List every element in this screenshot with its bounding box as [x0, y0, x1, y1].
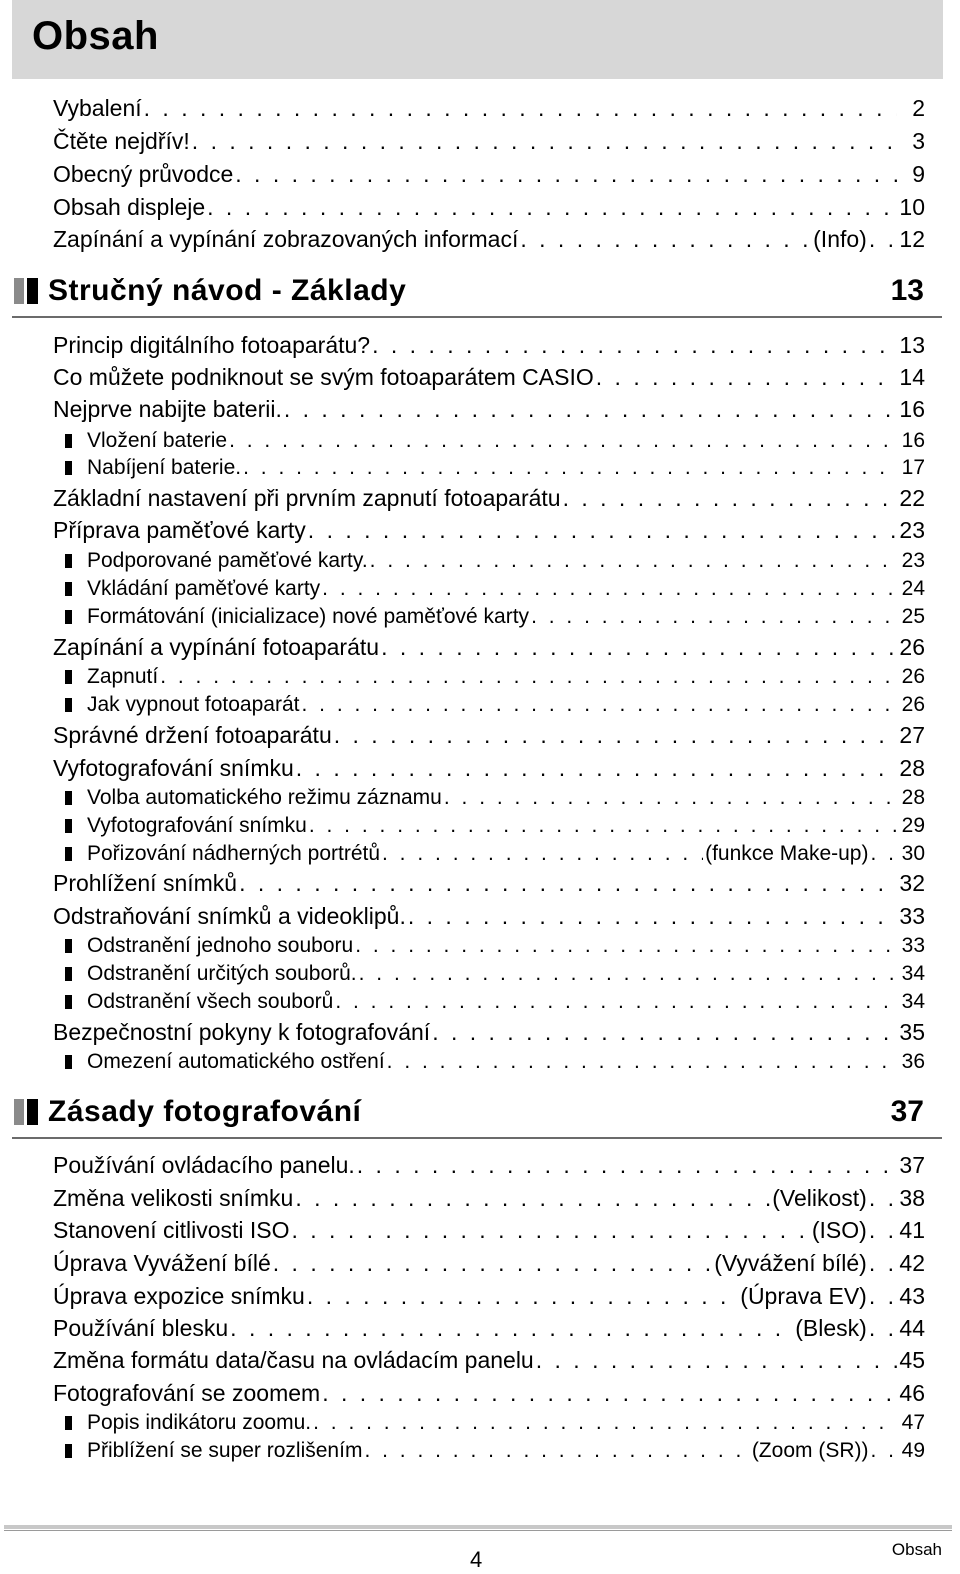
- toc-leader: [301, 693, 897, 717]
- toc-leader: . .: [868, 1250, 897, 1276]
- bullet-icon: [65, 670, 72, 684]
- bullet-icon: [65, 1416, 72, 1430]
- toc-leader: [284, 396, 897, 423]
- toc-leader: [381, 634, 897, 661]
- toc-entry-key: (funkce Make-up): [705, 842, 869, 865]
- toc-entry-label: Správné držení fotoaparátu: [53, 722, 332, 748]
- toc-entry-label: Odstraňování snímků a videoklipů.: [53, 903, 406, 929]
- toc-leader: . .: [868, 1185, 897, 1211]
- bullet-icon: [65, 554, 72, 568]
- toc-entry[interactable]: [53, 1217, 925, 1247]
- toc-entry[interactable]: [53, 1315, 925, 1345]
- toc-leader: [239, 870, 897, 897]
- toc-leader: [235, 161, 897, 188]
- toc-entry-page: 12: [899, 226, 925, 252]
- toc-leader: [432, 1019, 897, 1046]
- toc-entry-label: Přiblížení se super rozlišením: [87, 1439, 363, 1462]
- toc-leader: [296, 755, 897, 782]
- toc-entry-label: Princip digitálního fotoaparátu?: [53, 332, 371, 358]
- toc-leader: [322, 577, 897, 601]
- bullet-icon: [65, 698, 72, 712]
- toc-entry-label: Vyfotografování snímku: [87, 814, 307, 837]
- toc-entry-page: 34: [901, 962, 925, 985]
- toc-entry-key: (Úprava EV): [740, 1283, 867, 1309]
- toc-subentry[interactable]: [65, 934, 925, 964]
- toc-entry-page: 26: [901, 665, 925, 688]
- toc-entry[interactable]: [53, 903, 925, 933]
- toc-subentry[interactable]: [65, 577, 925, 607]
- toc-entry-page: 35: [899, 1019, 925, 1045]
- toc-entry-page: 29: [901, 814, 925, 837]
- toc-subentry[interactable]: [65, 456, 925, 486]
- toc-entry-label: Podporované paměťové karty.: [87, 549, 368, 572]
- toc-subentry[interactable]: [65, 1439, 925, 1469]
- toc-subentry[interactable]: [65, 1050, 925, 1080]
- bullet-icon: [65, 461, 72, 475]
- section-heading[interactable]: [12, 1093, 942, 1139]
- footer-divider: [4, 1530, 952, 1531]
- toc-entry-page: 24: [901, 577, 925, 600]
- toc-entry-label: Formátování (inicializace) nové paměťové karty: [87, 605, 530, 628]
- toc-entry-page: 38: [899, 1185, 925, 1211]
- toc-entry[interactable]: [53, 755, 925, 785]
- toc-entry-label: Čtěte nejdřív!: [53, 128, 190, 154]
- toc-entry-page: 16: [901, 429, 925, 452]
- toc-entry-page: 23: [899, 517, 925, 543]
- toc-entry-page: 34: [901, 990, 925, 1013]
- toc-entry-label: Vkládání paměťové karty: [87, 577, 321, 600]
- toc-entry[interactable]: [53, 128, 925, 158]
- toc-entry-page: 27: [899, 722, 925, 748]
- toc-entry-key: (Info): [813, 226, 867, 252]
- toc-entry-page: 26: [899, 634, 925, 660]
- toc-entry[interactable]: [53, 1152, 925, 1182]
- toc-subentry[interactable]: [65, 665, 925, 695]
- toc-subentry[interactable]: [65, 990, 925, 1020]
- toc-subentry[interactable]: [65, 429, 925, 459]
- toc-entry-label: Pořizování nádherných portrétů: [87, 842, 381, 865]
- toc-entry-label: Obsah displeje: [53, 194, 206, 220]
- toc-entry[interactable]: [53, 870, 925, 900]
- toc-entry[interactable]: [53, 1185, 925, 1215]
- toc-leader: [307, 1283, 738, 1310]
- toc-entry-label: Zapnutí: [87, 665, 159, 688]
- toc-entry-key: (Vyvážení bílé): [714, 1250, 867, 1276]
- toc-entry-page: 33: [901, 934, 925, 957]
- toc-entry[interactable]: [53, 1250, 925, 1280]
- bullet-icon: [65, 967, 72, 981]
- bullet-icon: [65, 1055, 72, 1069]
- toc-entry-page: 17: [901, 456, 925, 479]
- toc-entry-page: 42: [899, 1250, 925, 1276]
- toc-entry[interactable]: [53, 722, 925, 752]
- toc-subentry[interactable]: [65, 814, 925, 844]
- toc-entry-page: 3: [912, 128, 925, 154]
- toc-entry-page: 45: [899, 1347, 925, 1373]
- toc-leader: [335, 990, 897, 1014]
- bullet-icon: [65, 434, 72, 448]
- toc-entry[interactable]: [53, 161, 925, 191]
- toc-subentry[interactable]: [65, 1411, 925, 1441]
- page-header: [12, 0, 943, 79]
- toc-leader: . .: [868, 226, 897, 252]
- toc-entry[interactable]: [53, 332, 925, 362]
- toc-entry-label: Změna formátu data/času na ovládacím panelu: [53, 1347, 534, 1373]
- toc-leader: . .: [870, 1439, 897, 1462]
- toc-subentry[interactable]: [65, 842, 925, 872]
- toc-entry-label: Co můžete podniknout se svým fotoaparátem CASIO: [53, 364, 594, 390]
- toc-entry-page: 23: [901, 549, 925, 572]
- toc-entry-page: 16: [899, 396, 925, 422]
- footer-page-number: 4: [470, 1547, 483, 1572]
- toc-entry-page: 46: [899, 1380, 925, 1406]
- toc-entry[interactable]: [53, 95, 925, 125]
- toc-entry-key: (Velikost): [772, 1185, 867, 1211]
- toc-leader: [536, 1347, 897, 1374]
- toc-leader: [192, 128, 897, 155]
- toc-entry-label: Volba automatického režimu záznamu: [87, 786, 442, 809]
- toc-entry[interactable]: [53, 194, 925, 224]
- toc-entry[interactable]: [53, 1283, 925, 1313]
- toc-entry-page: 47: [901, 1411, 925, 1434]
- toc-entry-label: Vložení baterie: [87, 429, 228, 452]
- toc-entry-label: Popis indikátoru zoomu.: [87, 1411, 312, 1434]
- section-marker-icon: [14, 1099, 38, 1125]
- toc-entry-label: Obecný průvodce: [53, 161, 234, 187]
- toc-entry[interactable]: [53, 485, 925, 515]
- toc-entry-label: Odstranění všech souborů: [87, 990, 334, 1013]
- toc-entry-page: 28: [901, 786, 925, 809]
- toc-leader: [364, 1439, 749, 1463]
- toc-leader: [322, 1380, 897, 1407]
- toc-leader: [408, 903, 897, 930]
- bullet-icon: [65, 847, 72, 861]
- section-title: Zásady fotografování: [48, 1095, 362, 1128]
- section-heading[interactable]: [12, 272, 942, 318]
- toc-subentry[interactable]: [65, 786, 925, 816]
- bullet-icon: [65, 610, 72, 624]
- toc-leader: [313, 1411, 897, 1435]
- section-title: Stručný návod - Základy: [48, 274, 407, 307]
- toc-entry-label: Fotografování se zoomem: [53, 1380, 321, 1406]
- toc-entry-label: Zapínání a vypínání zobrazovaných informací: [53, 226, 519, 252]
- toc-leader: [334, 722, 897, 749]
- page-title: Obsah: [32, 14, 159, 58]
- toc-entry-page: 33: [899, 903, 925, 929]
- toc-entry[interactable]: [53, 226, 925, 256]
- toc-subentry[interactable]: [65, 693, 925, 723]
- toc-leader: [308, 517, 897, 544]
- toc-leader: [160, 665, 897, 689]
- toc-entry-label: Používání blesku: [53, 1315, 229, 1341]
- bullet-icon: [65, 1444, 72, 1458]
- toc-entry-page: 10: [899, 194, 925, 220]
- toc-entry-page: 25: [901, 605, 925, 628]
- toc-leader: . .: [870, 842, 897, 865]
- toc-leader: [359, 962, 897, 986]
- toc-entry[interactable]: [53, 364, 925, 394]
- toc-entry-label: Omezení automatického ostření: [87, 1050, 385, 1073]
- toc-entry[interactable]: [53, 1380, 925, 1410]
- toc-leader: [596, 364, 897, 391]
- toc-subentry[interactable]: [65, 549, 925, 579]
- toc-subentry[interactable]: [65, 962, 925, 992]
- toc-entry-label: Odstranění určitých souborů.: [87, 962, 357, 985]
- bullet-icon: [65, 791, 72, 805]
- toc-entry[interactable]: [53, 517, 925, 547]
- toc-entry-page: 32: [899, 870, 925, 896]
- toc-entry-key: (Blesk): [795, 1315, 867, 1341]
- toc-entry-page: 26: [901, 693, 925, 716]
- toc-leader: [444, 786, 897, 810]
- toc-entry-page: 14: [899, 364, 925, 390]
- toc-leader: [372, 332, 897, 359]
- toc-leader: [309, 814, 897, 838]
- toc-entry-label: Základní nastavení při prvním zapnutí fotoaparátu: [53, 485, 561, 511]
- toc-leader: [243, 456, 897, 480]
- toc-leader: [295, 1185, 770, 1212]
- toc-entry-page: 30: [901, 842, 925, 865]
- toc-entry[interactable]: [53, 634, 925, 664]
- bullet-icon: [65, 995, 72, 1009]
- footer-divider: [4, 1525, 952, 1529]
- toc-leader: [207, 194, 897, 221]
- toc-leader: [273, 1250, 713, 1277]
- toc-entry[interactable]: [53, 1347, 925, 1377]
- section-page: 13: [890, 274, 924, 307]
- toc-entry-page: 2: [912, 95, 925, 121]
- toc-entry-label: Úprava Vyvážení bílé: [53, 1250, 271, 1276]
- toc-entry-page: 28: [899, 755, 925, 781]
- toc-leader: [229, 429, 897, 453]
- toc-entry-label: Nejprve nabijte baterii.: [53, 396, 282, 422]
- toc-leader: [230, 1315, 793, 1342]
- section-page: 37: [890, 1095, 924, 1128]
- bullet-icon: [65, 939, 72, 953]
- toc-leader: . .: [868, 1283, 897, 1309]
- toc-entry[interactable]: [53, 1019, 925, 1049]
- toc-entry-page: 9: [912, 161, 925, 187]
- toc-entry-page: 43: [899, 1283, 925, 1309]
- toc-leader: [531, 605, 897, 629]
- toc-entry-key: (ISO): [811, 1217, 867, 1243]
- toc-leader: [387, 1050, 897, 1074]
- toc-entry-label: Příprava paměťové karty: [53, 517, 306, 543]
- section-marker-icon: [14, 278, 38, 304]
- toc-leader: [563, 485, 897, 512]
- toc-entry-label: Vybalení: [53, 95, 142, 121]
- toc-entry-page: 41: [899, 1217, 925, 1243]
- toc-entry-label: Zapínání a vypínání fotoaparátu: [53, 634, 380, 660]
- toc-entry-page: 22: [899, 485, 925, 511]
- toc-entry-label: Používání ovládacího panelu.: [53, 1152, 355, 1178]
- toc-entry[interactable]: [53, 396, 925, 426]
- toc-entry-label: Odstranění jednoho souboru: [87, 934, 354, 957]
- toc-entry-page: 37: [899, 1152, 925, 1178]
- toc-leader: [292, 1217, 810, 1244]
- toc-entry-page: 13: [899, 332, 925, 358]
- toc-entry-label: Bezpečnostní pokyny k fotografování: [53, 1019, 431, 1045]
- toc-subentry[interactable]: [65, 605, 925, 635]
- bullet-icon: [65, 582, 72, 596]
- toc-entry-label: Úprava expozice snímku: [53, 1283, 305, 1309]
- footer-section-link[interactable]: Obsah: [891, 1540, 942, 1559]
- toc-entry-page: 44: [899, 1315, 925, 1341]
- toc-entry-label: Vyfotografování snímku: [53, 755, 294, 781]
- toc-leader: [355, 934, 897, 958]
- toc-entry-label: Jak vypnout fotoaparát: [87, 693, 300, 716]
- toc-leader: . .: [868, 1315, 897, 1341]
- toc-entry-label: Stanovení citlivosti ISO: [53, 1217, 290, 1243]
- toc-leader: [520, 226, 811, 253]
- toc-leader: . .: [868, 1217, 897, 1243]
- bullet-icon: [65, 819, 72, 833]
- toc-leader: [382, 842, 703, 866]
- toc-leader: [357, 1152, 897, 1179]
- toc-leader: [144, 95, 897, 122]
- toc-entry-label: Prohlížení snímků: [53, 870, 238, 896]
- toc-entry-key: (Zoom (SR)): [751, 1439, 869, 1462]
- toc-leader: [370, 549, 897, 573]
- toc-entry-page: 36: [901, 1050, 925, 1073]
- toc-entry-page: 49: [901, 1439, 925, 1462]
- toc-entry-label: Nabíjení baterie.: [87, 456, 242, 479]
- toc-entry-label: Změna velikosti snímku: [53, 1185, 294, 1211]
